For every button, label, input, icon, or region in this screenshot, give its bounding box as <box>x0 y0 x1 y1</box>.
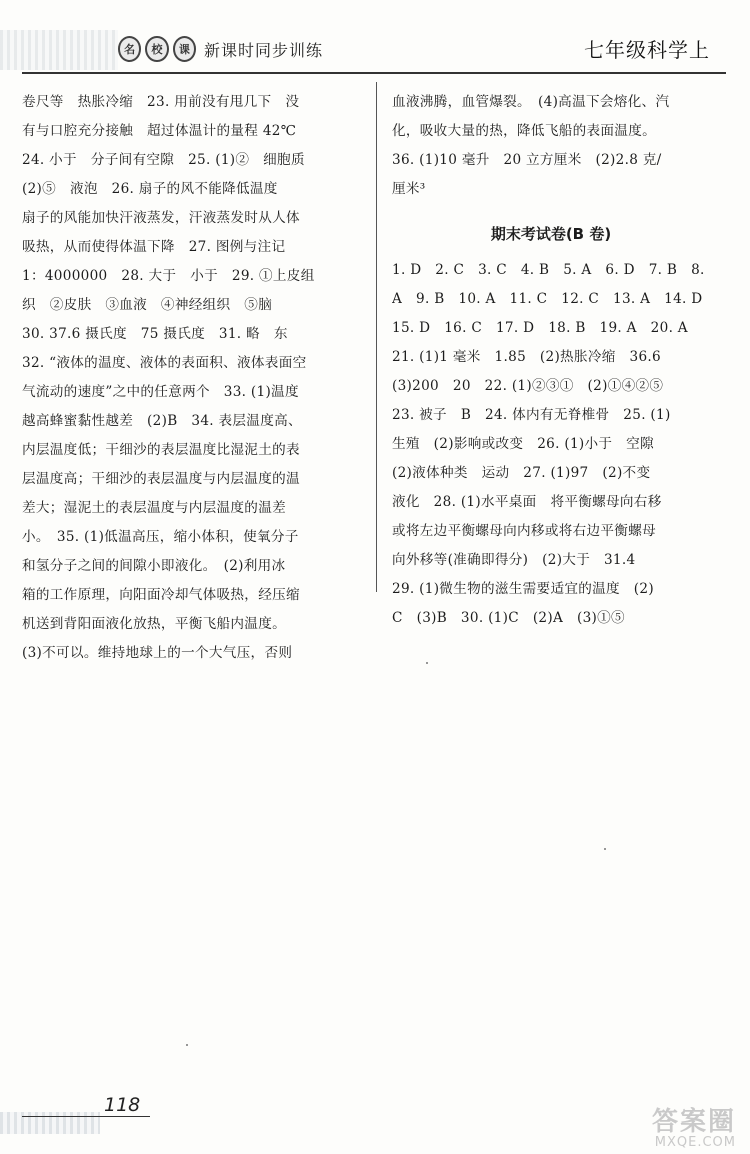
answer-line: 机送到背阳面液化放热，平衡飞船内温度。 <box>22 616 286 632</box>
answer-line: 差大；湿泥土的表层温度与内层温度的温差 <box>22 500 286 516</box>
answer-line: 32. “液体的温度、液体的表面积、液体表面空 <box>22 355 307 371</box>
left-column <box>22 88 364 668</box>
header-rule <box>22 72 726 74</box>
answer-line: (2)⑤ 液泡 26. 扇子的风不能降低温度 <box>22 181 278 197</box>
answer-line: 24. 小于 分子间有空隙 25. (1)② 细胞质 <box>22 152 305 168</box>
answer-line: 血液沸腾，血管爆裂。 (4)高温下会熔化、汽 <box>392 94 670 110</box>
header-decoration <box>0 30 118 70</box>
answer-line: 越高蜂蜜黏性越差 (2)B 34. 表层温度高、 <box>22 413 302 429</box>
answer-line: 箱的工作原理，向阳面冷却气体吸热，经压缩 <box>22 587 300 603</box>
page-header <box>0 28 750 80</box>
column-divider <box>376 82 377 592</box>
section-title: 期末考试卷(B 卷) <box>490 225 612 243</box>
answer-line: 卷尺等 热胀冷缩 23. 用前没有甩几下 没 <box>22 94 300 110</box>
grade-subject-title: 七年级科学上 <box>584 38 710 62</box>
exam-b-answers <box>392 256 710 633</box>
right-column <box>392 88 710 633</box>
answer-line: 扇子的风能加快汗液蒸发，汗液蒸发时从人体 <box>22 210 300 226</box>
answer-line: A 9. B 10. A 11. C 12. C 13. A 14. D <box>392 291 703 307</box>
answer-line: 1：4000000 28. 大于 小于 29. ①上皮组 <box>22 268 315 284</box>
right-column-continuation <box>392 88 710 204</box>
answer-line: 15. D 16. C 17. D 18. B 19. A 20. A <box>392 320 688 336</box>
answer-line: 或将左边平衡螺母向内移或将右边平衡螺母 <box>392 523 656 539</box>
answer-line: 吸热，从而使得体温下降 27. 图例与注记 <box>22 239 286 255</box>
answer-line: 29. (1)微生物的滋生需要适宜的温度 (2) <box>392 581 654 597</box>
watermark-url: MXQE.COM <box>654 1135 736 1150</box>
answer-line: 向外移等(准确即得分) (2)大于 31.4 <box>392 552 636 568</box>
answer-line: 液化 28. (1)水平桌面 将平衡螺母向右移 <box>392 494 662 510</box>
answer-line: 内层温度低；干细沙的表层温度比湿泥土的表 <box>22 442 300 458</box>
print-speck <box>426 662 428 664</box>
watermark-logo <box>596 1108 736 1148</box>
logo-char-1: 名 <box>118 36 141 62</box>
footer-rule <box>22 1116 150 1117</box>
series-title: 新课时同步训练 <box>204 41 324 60</box>
answer-line: 化，吸收大量的热，降低飞船的表面温度。 <box>392 123 656 139</box>
print-speck <box>186 1044 188 1046</box>
answer-line: 层温度高；干细沙的表层温度与内层温度的温 <box>22 471 300 487</box>
page-number: 118 <box>104 1094 141 1116</box>
answer-line: 30. 37.6 摄氏度 75 摄氏度 31. 略 东 <box>22 326 288 342</box>
logo-char-2: 校 <box>145 36 168 62</box>
answer-line: 36. (1)10 毫升 20 立方厘米 (2)2.8 克/ <box>392 152 662 168</box>
answer-line: 23. 被子 B 24. 体内有无脊椎骨 25. (1) <box>392 407 671 423</box>
logo-char-3: 课 <box>173 36 196 62</box>
series-logo <box>118 34 196 64</box>
answer-line: 和氢分子之间的间隙小即液化。 (2)利用冰 <box>22 558 286 574</box>
print-speck <box>604 848 606 850</box>
answer-line: 生殖 (2)影响或改变 26. (1)小于 空隙 <box>392 436 654 452</box>
answer-line: 1. D 2. C 3. C 4. B 5. A 6. D 7. B 8. <box>392 262 705 278</box>
answer-line: 气流动的速度”之中的任意两个 33. (1)温度 <box>22 384 299 400</box>
answer-line: 小。 35. (1)低温高压，缩小体积，使氧分子 <box>22 529 299 545</box>
answer-line: 厘米³ <box>392 181 426 197</box>
answer-line: 有与口腔充分接触 超过体温计的量程 42℃ <box>22 123 297 139</box>
answer-line: 21. (1)1 毫米 1.85 (2)热胀冷缩 36.6 <box>392 349 661 365</box>
watermark-text: 答案圈 <box>651 1107 736 1137</box>
answer-line: 织 ②皮肤 ③血液 ④神经组织 ⑤脑 <box>22 297 273 313</box>
answer-line: (3)200 20 22. (1)②③① (2)①④②⑤ <box>392 378 664 394</box>
answer-line: (3)不可以。维持地球上的一个大气压，否则 <box>22 645 293 661</box>
answer-line: (2)液体种类 运动 27. (1)97 (2)不变 <box>392 465 651 481</box>
answer-line: C (3)B 30. (1)C (2)A (3)①⑤ <box>392 610 625 626</box>
